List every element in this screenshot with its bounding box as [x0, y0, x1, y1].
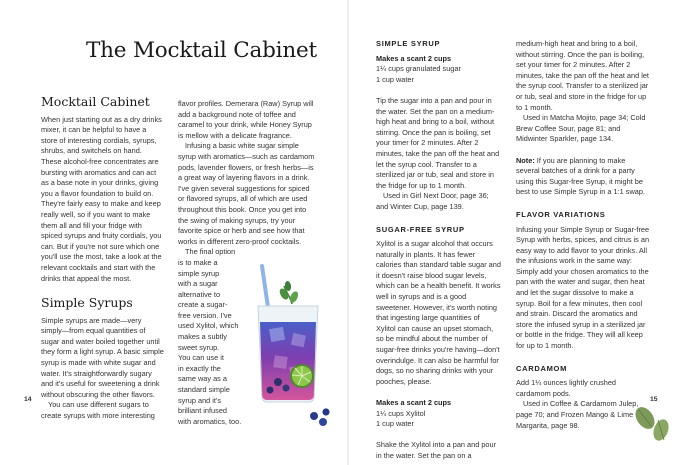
cardamom-pod-icon — [631, 396, 679, 444]
sugar-free-method-continued: medium-high heat and bring to a boil, without stirring. Once the pan is boiling, set your timer for 2 minutes. After 2 minutes, take the pan off the heat and let the syrup cool. Transfer to a sterilized jar or tub, seal and store in the fridge for up to 1 month. — [516, 39, 649, 112]
final-option-line: You can use it — [178, 353, 224, 363]
final-option-line: The final option — [185, 247, 236, 257]
final-option-line: create a sugar- — [178, 300, 228, 310]
final-option-line: simple syrup — [178, 268, 220, 278]
final-option-line: brilliant infused — [178, 406, 227, 416]
final-option-line: with a sugar — [178, 279, 218, 289]
mocktail-cabinet-heading: Mocktail Cabinet — [41, 94, 150, 109]
final-option-line: standard simple — [178, 385, 230, 395]
page-title: The Mocktail Cabinet — [86, 38, 317, 63]
simple-syrup-used-in: Used in Girl Next Door, page 36; and Winter Cup, page 139. — [376, 191, 489, 211]
sugar-free-yield: Makes a scant 2 cups — [376, 398, 452, 407]
cardamom-used-in: Used in Coffee & Cardamom Julep, page 70; and Frozen Mango & Lime Margarita, page 98. — [516, 399, 639, 430]
final-option-line: alternative to — [178, 289, 221, 299]
lime-wedge-icon — [291, 365, 313, 387]
flavor-variations-text: Infusing your Simple Syrup or Sugar-free Syrup with herbs, spices, and citrus is an easy way to add flavor to your drinks. All the infusions work in the same way: Simply add your chosen aromatics to the pan with the water and sugar, then heat and let the sugar dissolve to make a syrup. Boil for a few minutes, then cool and strain. Discard the aromatics and store the infused syrup in a sterilized jar or bottle in the fridge. They will all keep for up to 1 month. — [516, 224, 650, 351]
left-column-1 — [41, 94, 164, 422]
final-option-line: with aromatics, too. — [178, 416, 242, 426]
simple-syrup-yield: Makes a scant 2 cups — [376, 53, 452, 63]
infusing-paragraph: Infusing a basic white sugar simple syrup with aromatics—such as cardamom pods, lavender flowers, or fresh herbs—is a great way of layering flavors in a drink. I've given several suggestions for spiced or flavored syrups, all of which are used throughout this book. Once you get into the swing of making syrups, try your favorite spice or herb and see how that works in different zero-proof cocktails. — [178, 141, 315, 246]
page-number-right: 15 — [650, 396, 658, 403]
intro-paragraph: When just starting out as a dry drinks mixer, it can be helpful to have a store of interesting cordials, syrups, shrubs, and switchels on hand. These alcohol-free concentrates are bursting with aromatics and can act as a base note in your drinks, giving you a flavor foundation to build on. They're fairly easy to make and keep really well, so if you want to make them all and fill your fridge with spiced syrups and fruity cordials, you can. But if you're not sure which one you'll use the most, take a look at the relevant cocktails and start with the drinks that appeal the most. — [41, 114, 162, 283]
mocktail-glass-illustration — [240, 264, 340, 430]
simple-syrups-paragraph-2: You can use different sugars to create syrups with more interesting — [41, 400, 155, 421]
cardamom-heading: CARDAMOM — [516, 363, 568, 373]
final-option-line: free version. I've — [178, 310, 232, 320]
simple-syrup-ingredient: 1¼ cups granulated sugar — [376, 64, 461, 74]
final-option-line: used Xylitol, which — [178, 321, 239, 331]
sugar-free-ingredient: 1 cup water — [376, 419, 414, 429]
simple-syrups-paragraph-1: Simple syrups are made—very simply—from equal quantities of sugar and water boiled together until they form a light syrup. A basic simple syrup is made with white sugar and water. It's straightforwardly sugary and it's useful for sweetening a drink without obscuring the other flavors. — [41, 315, 164, 399]
flavor-variations-heading: FLAVOR VARIATIONS — [516, 209, 606, 219]
simple-syrup-ingredient: 1 cup water — [376, 74, 414, 84]
simple-syrups-heading: Simple Syrups — [41, 295, 133, 311]
note-text: If you are planning to make several batches of a drink for a party using this Sugar-free Syrup, it might be best to use Simple Syrup in a 1:1 swap. — [516, 155, 645, 197]
sugar-free-syrup-heading: SUGAR-FREE SYRUP — [376, 224, 465, 234]
note-paragraph — [516, 156, 650, 198]
page-number-left: 14 — [24, 396, 32, 403]
sugar-free-used-in: Used in Matcha Mojito, page 34; Cold Brew Coffee Sour, page 81; and Midwinter Sparkler, page 134. — [516, 113, 646, 144]
final-option-line: in exactly the — [178, 363, 221, 373]
sugar-free-ingredient: 1¼ cups Xylitol — [376, 408, 426, 418]
simple-syrup-method: Tip the sugar into a pan and pour in the water. Set the pan on a medium-high heat and bring to a boil, without stirring. Once the pan is boiling, set your timer for 2 minutes. After 2 minutes, take the pan off the heat and let the syrup cool. Transfer to a sterilized jar or tub, seal and store in the fridge for up to 1 month. — [376, 95, 500, 190]
sugar-flavor-paragraph: flavor profiles. Demerara (Raw) Syrup will add a background note of toffee and caramel to your drink, while Honey Syrup is mellow with a delicate fragrance. — [178, 99, 314, 140]
blueberry-icon — [310, 408, 330, 426]
final-option-line: syrup and it's — [178, 395, 222, 405]
cardamom-text: Add 1¼ ounces lightly crushed cardamom pods. — [516, 378, 617, 398]
note-label: Note: — [516, 155, 535, 165]
final-option-line: same way as a — [178, 374, 227, 384]
right-column-2 — [516, 39, 650, 431]
simple-syrup-heading: SIMPLE SYRUP — [376, 39, 441, 48]
right-page — [348, 0, 679, 465]
final-option-line: is to make a — [178, 257, 218, 267]
final-option-line: makes a subtly — [178, 332, 227, 342]
sugar-free-intro: Xylitol is a sugar alcohol that occurs naturally in plants. It has fewer calories than standard table sugar and it doesn't raise blood sugar levels, which can be a health benefit. It works well in syrups and is a good sweetener. However, it's worth noting that ingesting large quantities of Xylitol can cause an upset stomach, so be mindful about the number of sugar-free drinks you're having—don't overindulge. It can also be harmful for dogs, so no sharing drinks with your pooches, please. — [376, 239, 501, 386]
final-option-line: sweet syrup. — [178, 342, 220, 352]
sugar-free-method-start: Shake the Xylitol into a pan and pour in the water. Set the pan on a — [376, 440, 497, 460]
right-column-1 — [376, 39, 501, 462]
